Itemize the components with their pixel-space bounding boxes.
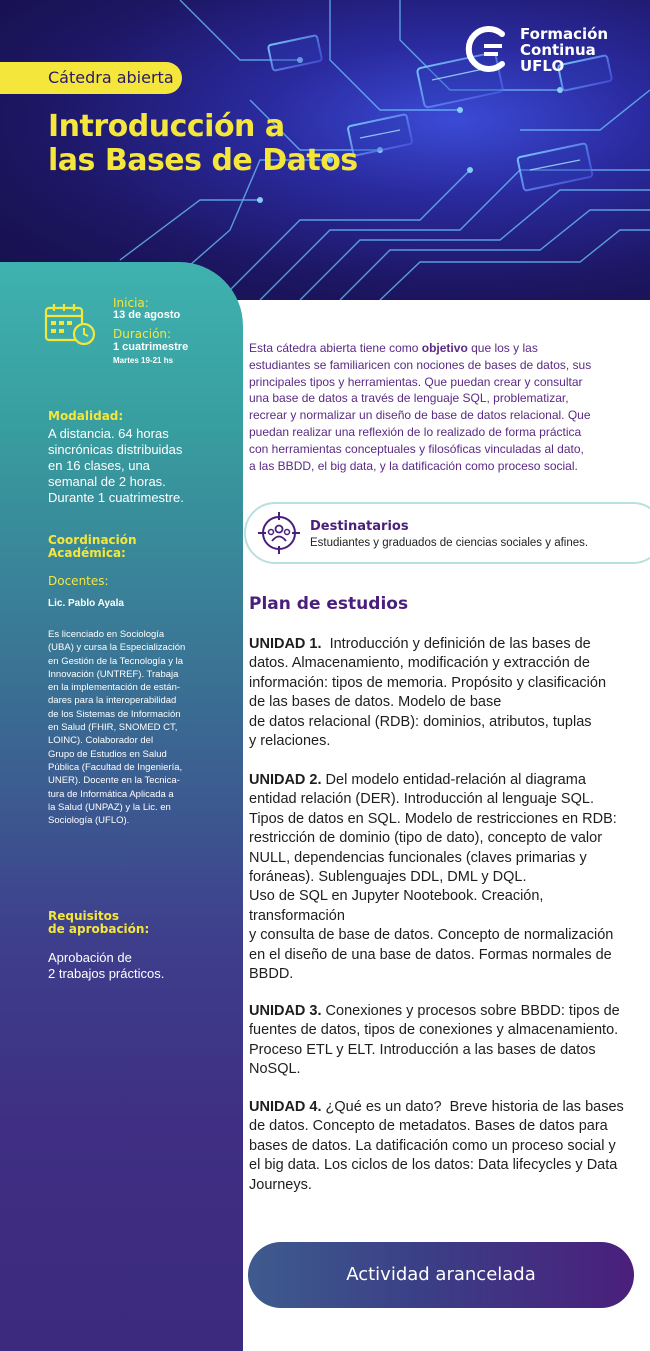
bio-line: UNER). Docente en la Tecnica- <box>48 775 180 787</box>
modalidad-line: en 16 clases, una <box>48 458 150 473</box>
modalidad-line: sincrónicas distribuidas <box>48 442 183 457</box>
unit-line: entidad relación (DER). Introducción al lenguaje SQL. <box>249 791 594 808</box>
duration-label: Duración: <box>113 327 172 341</box>
info-sidebar <box>0 262 243 1351</box>
bio-line: LOINC). Colaborador del <box>48 735 154 747</box>
hero-banner <box>0 0 650 300</box>
coordinacion-heading <box>48 534 137 560</box>
intro-line: estudiantes se familiaricen con nociones de bases de datos, sus <box>249 357 592 372</box>
intro-line: con herramientas conceptuales y filosóficas vinculadas al dato, <box>249 441 584 456</box>
unit-line: bases de datos. La datificación como un proceso social y <box>249 1137 616 1154</box>
unit-line <box>249 771 634 790</box>
page-title <box>48 110 408 178</box>
page-title-line2: las Bases de Datos <box>48 143 358 178</box>
destinatarios-text: Estudiantes y graduados de ciencias sociales y afines. <box>310 537 589 549</box>
docentes-label: Docentes: <box>48 574 109 588</box>
intro-line: una base de datos a través de lenguaje SQL, problematizar, <box>249 391 569 406</box>
unit-line: foráneas). Sublenguajes DDL, DML y DQL. <box>249 869 527 886</box>
bio-line: en Salud (FHIR, SNOMED CT, <box>48 722 178 734</box>
bio-line: Es licenciado en Sociología <box>48 629 165 640</box>
bio-line: en la implementación de están- <box>48 682 181 694</box>
unit-line: Proceso ETL y ELT. Introducción a las bases de datos <box>249 1041 596 1058</box>
unit-line: Journeys. <box>249 1176 312 1193</box>
schedule-value: Martes 19-21 hs <box>113 356 174 365</box>
unit-line: restricción de dominio (tipo de dato), concepto de valor <box>249 830 603 847</box>
unit-label: UNIDAD 2. <box>249 772 322 788</box>
bio-line: (UBA) y cursa la Especialización <box>48 642 186 654</box>
unit-label: UNIDAD 4. <box>249 1099 322 1115</box>
unit-text: Conexiones y procesos sobre BBDD: tipos de <box>321 1003 620 1019</box>
modalidad-line: Durante 1 cuatrimestre. <box>48 490 184 505</box>
start-label: Inicia: <box>113 296 149 310</box>
calendar-clock-icon <box>44 302 96 348</box>
course-objective <box>249 340 629 474</box>
destinatarios-title: Destinatarios <box>310 519 409 534</box>
unit-line: NoSQL. <box>249 1061 301 1078</box>
actividad-arancelada-button[interactable]: Actividad arancelada <box>248 1242 634 1308</box>
bio-line: la Salud (UNPAZ) y la Lic. en <box>48 801 171 813</box>
duration-value: 1 cuatrimestre <box>113 341 189 353</box>
objective-emphasis: objetivo <box>421 341 468 355</box>
unit-text: ¿Qué es un dato? Breve historia de las bases <box>321 1099 624 1115</box>
intro-line1-pre: Esta cátedra abierta tiene como <box>249 341 422 355</box>
logo-mark-icon <box>464 24 514 74</box>
unit-line <box>249 1002 634 1021</box>
bio-line: Pública (Facultad de Ingeniería, <box>48 761 183 773</box>
page-title-line1: Introducción a <box>48 109 285 144</box>
requisitos-heading-line1: Requisitos <box>48 909 120 923</box>
unit-line: el big data. Los ciclos de los datos: Data lifecycles y Data <box>249 1157 618 1174</box>
unit-line: de datos. Concepto de metadatos. Bases de datos para <box>249 1118 608 1135</box>
unit-line: de datos relacional (RDB): dominios, atributos, tuplas <box>249 713 592 730</box>
unit-line: información: tipos de memoria. Propósito y clasificación <box>249 674 607 691</box>
unit-line: Uso de SQL en Jupyter Nootebook. Creación, <box>249 888 544 905</box>
unit-line: NULL, dependencias funcionales (claves primarias y <box>249 849 587 866</box>
intro-line1-post: que los y las <box>467 341 538 355</box>
modalidad-line: semanal de 2 horas. <box>48 474 166 489</box>
requisitos-line2: 2 trabajos prácticos. <box>48 966 165 981</box>
logo-line3: UFLO <box>520 57 565 75</box>
modalidad-text <box>48 426 238 506</box>
bio-line: Innovación (UNTREF). Trabaja <box>48 668 179 680</box>
unit-3 <box>249 1002 634 1080</box>
coordinacion-heading-line2: Académica: <box>48 546 126 560</box>
unit-line: y consulta de base de datos. Concepto de normalización <box>249 927 614 944</box>
unit-line: en el diseño de una base de datos. Formas normales de <box>249 946 612 963</box>
unit-4 <box>249 1098 634 1195</box>
intro-line: a las BBDD, el big data, y la datificación como proceso social. <box>249 458 578 473</box>
start-value: 13 de agosto <box>113 309 181 321</box>
bio-line: Grupo de Estudios en Salud <box>48 748 167 760</box>
intro-line: principales tipos y herramientas. Que puedan crear y consultar <box>249 374 583 389</box>
intro-line: puedan realizar una reflexión de lo realizado de forma práctica <box>249 424 582 439</box>
unit-text: Introducción y definición de las bases de <box>321 636 591 652</box>
modalidad-heading: Modalidad: <box>48 409 124 423</box>
docente-bio <box>48 628 240 827</box>
bio-line: dares para la interoperabilidad <box>48 695 177 707</box>
unit-2 <box>249 771 634 984</box>
unit-label: UNIDAD 1. <box>249 636 322 652</box>
unit-1 <box>249 635 634 751</box>
coordinacion-heading-line1: Coordinación <box>48 533 137 547</box>
logo-text <box>520 26 608 74</box>
logo-line1: Formación <box>520 25 609 43</box>
plan-title: Plan de estudios <box>249 594 409 614</box>
requisitos-heading <box>48 910 149 936</box>
requisitos-text <box>48 950 238 982</box>
unit-label: UNIDAD 3. <box>249 1003 322 1019</box>
requisitos-heading-line2: de aprobación: <box>48 922 150 936</box>
intro-line <box>249 340 629 357</box>
bio-line: Sociología (UFLO). <box>48 815 130 827</box>
bio-line: en Gestión de la Tecnología y la <box>48 655 184 667</box>
unit-line: Tipos de datos en SQL. Modelo de restricciones en RDB: <box>249 810 617 827</box>
catedra-badge: Cátedra abierta <box>0 62 182 94</box>
unit-text: Del modelo entidad-relación al diagrama <box>321 772 586 788</box>
unit-line <box>249 635 634 654</box>
modalidad-line: A distancia. 64 horas <box>48 426 169 441</box>
unit-line: transformación <box>249 907 345 924</box>
target-audience-icon <box>256 510 302 556</box>
logo-line2: Continua <box>520 41 596 59</box>
unit-line <box>249 1098 634 1117</box>
destinatarios-card <box>244 502 650 564</box>
docente-name: Lic. Pablo Ayala <box>48 598 124 609</box>
unit-line: BBDD. <box>249 966 294 983</box>
unit-line: datos. Almacenamiento, modificación y extracción de <box>249 655 590 672</box>
bio-line: de los Sistemas de Información <box>48 708 181 720</box>
bio-line: tura de Informática Aplicada a <box>48 788 174 800</box>
requisitos-line1: Aprobación de <box>48 950 132 965</box>
unit-line: fuentes de datos, tipos de conexiones y almacenamiento. <box>249 1022 619 1039</box>
intro-line: recrear y normalizar un diseño de base de datos relacional. Que <box>249 408 591 423</box>
uflo-logo[interactable] <box>464 24 634 80</box>
unit-line: y relaciones. <box>249 733 331 750</box>
unit-line: de las bases de datos. Modelo de base <box>249 694 502 711</box>
